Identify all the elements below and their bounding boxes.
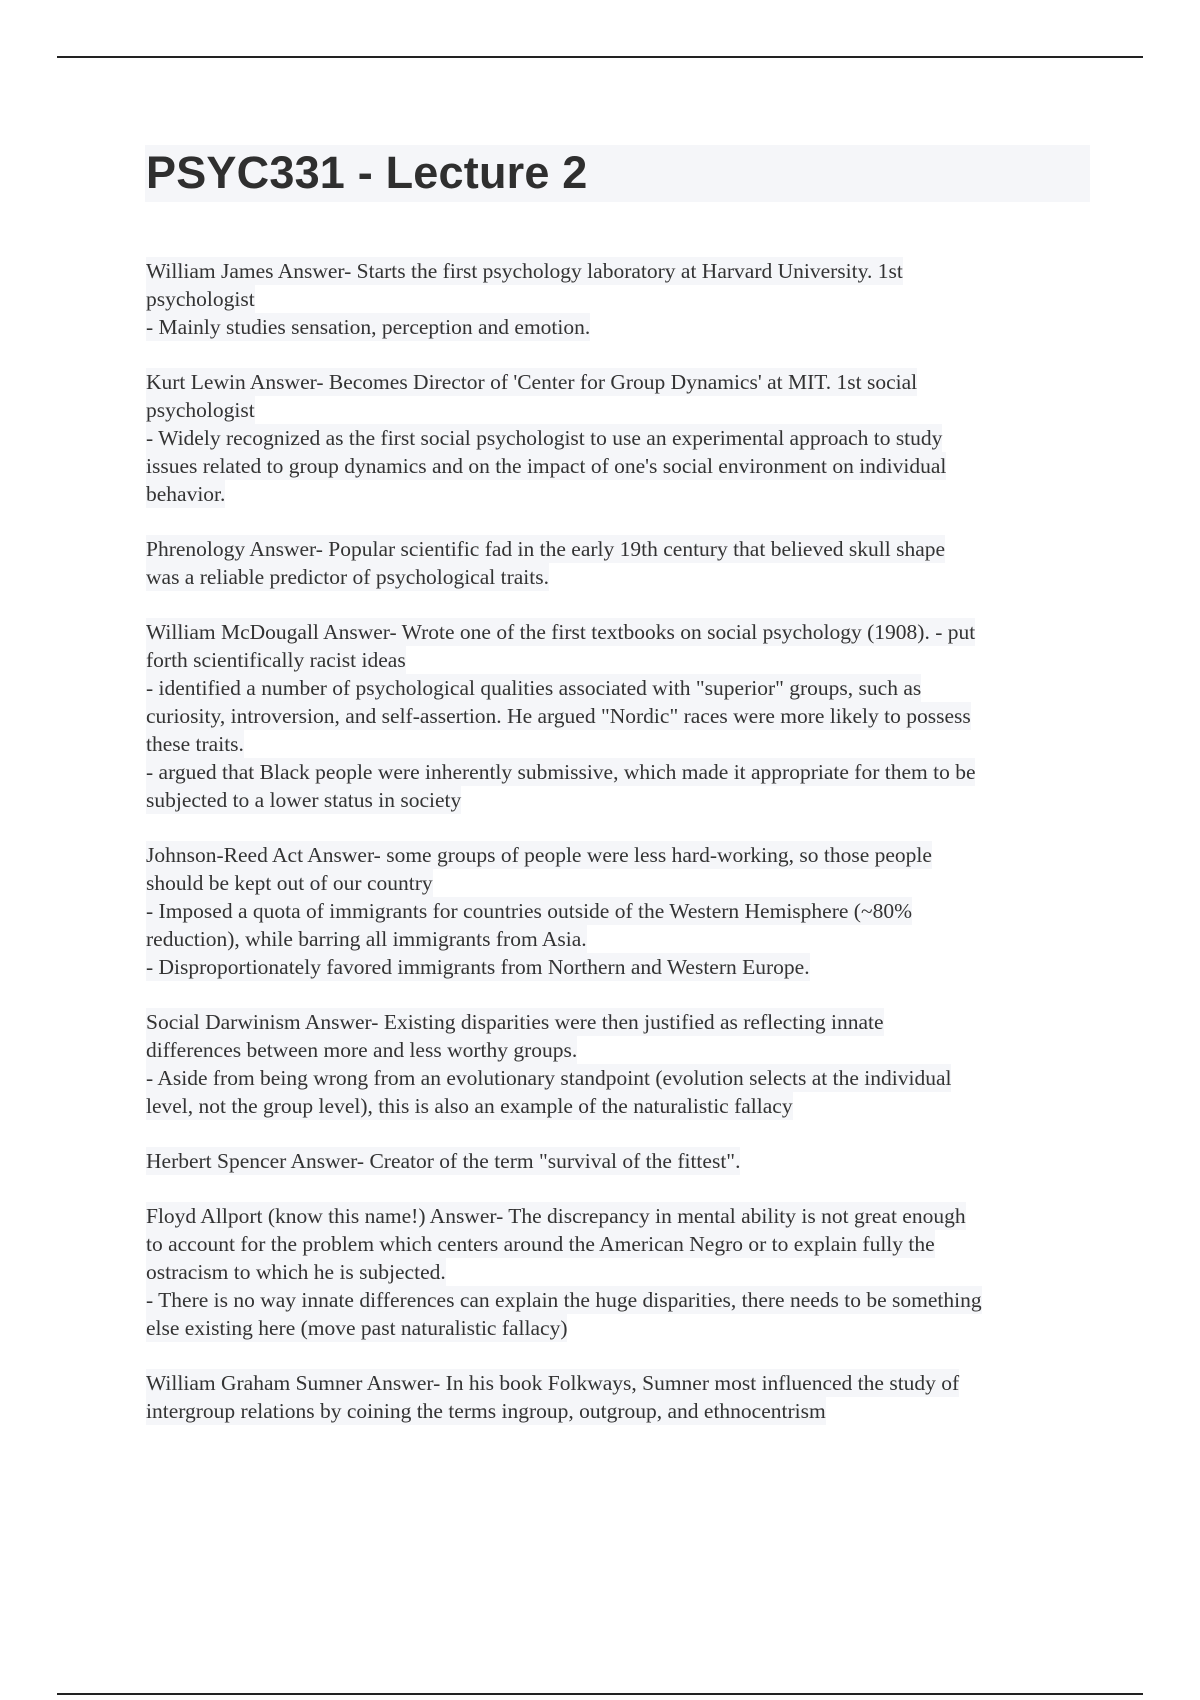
entry-line: Johnson-Reed Act Answer- some groups of people were less hard-working, so those people xyxy=(146,843,932,867)
entry-line: William Graham Sumner Answer- In his book Folkways, Sumner most influenced the study of xyxy=(146,1371,960,1395)
entry-line: - There is no way innate differences can explain the huge disparities, there needs to be something xyxy=(146,1288,982,1312)
entry-floyd-allport xyxy=(146,1202,1091,1342)
entry-johnson-reed-act xyxy=(146,841,1091,981)
entry-line: Floyd Allport (know this name!) Answer- The discrepancy in mental ability is not great enough xyxy=(146,1204,966,1228)
entry-william-james xyxy=(146,257,1091,341)
entry-line: else existing here (move past naturalistic fallacy) xyxy=(146,1316,568,1340)
entry-line: - Widely recognized as the first social psychologist to use an experimental approach to study xyxy=(146,426,943,450)
entry-line: level, not the group level), this is also an example of the naturalistic fallacy xyxy=(146,1094,793,1118)
document-body xyxy=(146,257,1091,1452)
entry-william-graham-sumner xyxy=(146,1369,1091,1425)
entry-line: psychologist xyxy=(146,398,255,422)
entry-line: forth scientifically racist ideas xyxy=(146,648,406,672)
entry-line: behavior. xyxy=(146,482,226,506)
entry-william-mcdougall xyxy=(146,618,1091,814)
entry-line: subjected to a lower status in society xyxy=(146,788,462,812)
entry-line: differences between more and less worthy groups. xyxy=(146,1038,578,1062)
entry-line: - Imposed a quota of immigrants for countries outside of the Western Hemisphere (~80% xyxy=(146,899,912,923)
entry-line: Social Darwinism Answer- Existing disparities were then justified as reflecting innate xyxy=(146,1010,884,1034)
entry-line: to account for the problem which centers around the American Negro or to explain fully the xyxy=(146,1232,935,1256)
entry-line: these traits. xyxy=(146,732,244,756)
entry-herbert-spencer xyxy=(146,1147,1091,1175)
entry-line: - Aside from being wrong from an evolutionary standpoint (evolution selects at the individual xyxy=(146,1066,952,1090)
entry-line: - Disproportionately favored immigrants from Northern and Western Europe. xyxy=(146,955,810,979)
entry-line: - identified a number of psychological qualities associated with "superior" groups, such as xyxy=(146,676,922,700)
entry-line: was a reliable predictor of psychological traits. xyxy=(146,565,549,589)
entry-line: psychologist xyxy=(146,287,255,311)
entry-social-darwinism xyxy=(146,1008,1091,1120)
entry-line: Phrenology Answer- Popular scientific fad in the early 19th century that believed skull shape xyxy=(146,537,946,561)
entry-line: ostracism to which he is subjected. xyxy=(146,1260,446,1284)
top-rule xyxy=(57,56,1143,58)
entry-line: reduction), while barring all immigrants from Asia. xyxy=(146,927,587,951)
entry-line: William James Answer- Starts the first psychology laboratory at Harvard University. 1st xyxy=(146,259,903,283)
entry-line: curiosity, introversion, and self-assertion. He argued "Nordic" races were more likely to possess xyxy=(146,704,971,728)
page-title: PSYC331 - Lecture 2 xyxy=(146,147,588,198)
bottom-rule xyxy=(57,1693,1143,1695)
entry-line: should be kept out of our country xyxy=(146,871,433,895)
entry-line: - argued that Black people were inherently submissive, which made it appropriate for them to be xyxy=(146,760,976,784)
entry-line: intergroup relations by coining the terms ingroup, outgroup, and ethnocentrism xyxy=(146,1399,826,1423)
entry-line: - Mainly studies sensation, perception and emotion. xyxy=(146,315,591,339)
entry-line: issues related to group dynamics and on the impact of one's social environment on individual xyxy=(146,454,947,478)
entry-kurt-lewin xyxy=(146,368,1091,508)
entry-line: William McDougall Answer- Wrote one of the first textbooks on social psychology (1908). - put xyxy=(146,620,976,644)
entry-line: Kurt Lewin Answer- Becomes Director of 'Center for Group Dynamics' at MIT. 1st social xyxy=(146,370,918,394)
entry-phrenology xyxy=(146,535,1091,591)
entry-line: Herbert Spencer Answer- Creator of the term "survival of the fittest". xyxy=(146,1149,741,1173)
